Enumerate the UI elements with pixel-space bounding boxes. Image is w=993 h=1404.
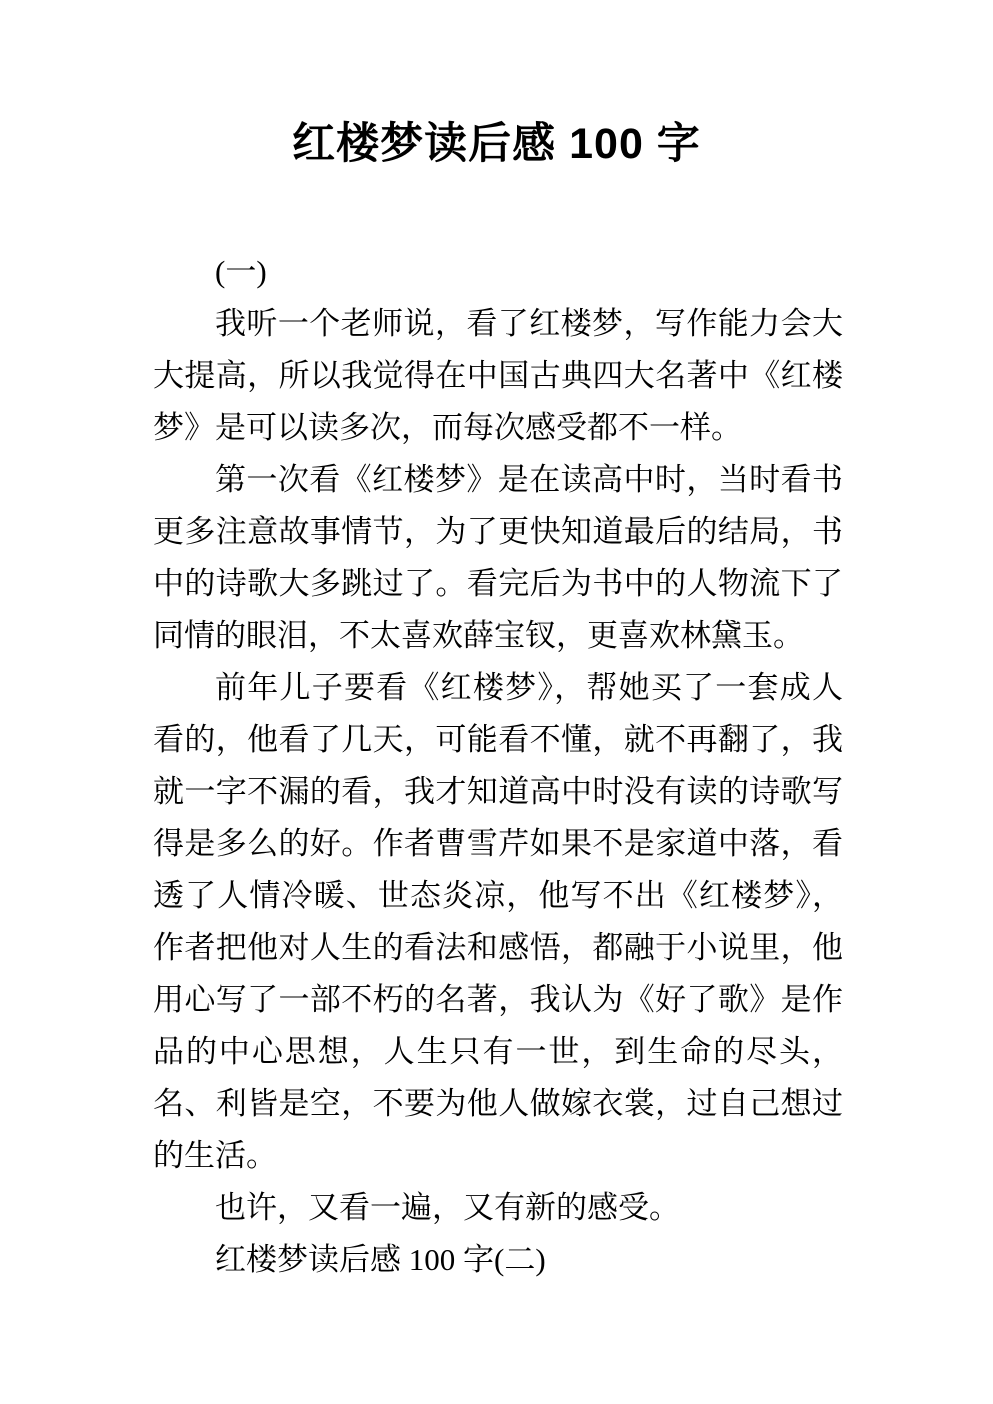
document-body bbox=[0, 246, 993, 1286]
section-marker: (一) bbox=[215, 254, 267, 289]
paragraph: 我听一个老师说，看了红楼梦，写作能力会大大提高，所以我觉得在中国古典四大名著中《红楼梦》是可以读多次，而每次感受都不一样。 bbox=[153, 306, 843, 445]
paragraph: 也许，又看一遍，又有新的感受。 bbox=[215, 1190, 680, 1225]
document-title: 红楼梦读后感 100 字 bbox=[292, 120, 701, 168]
next-section-heading: 红楼梦读后感 100 字(二) bbox=[215, 1242, 546, 1277]
paragraph: 前年儿子要看《红楼梦》，帮她买了一套成人看的，他看了几天，可能看不懂，就不再翻了，我就一字不漏的看，我才知道高中时没有读的诗歌写得是多么的好。作者曹雪芹如果不是家道中落，看透了人情冷暖、世态炎凉，他写不出《红楼梦》，作者把他对人生的看法和感悟，都融于小说里，他用心写了一部不朽的名著，我认为《好了歌》是作品的中心思想，人生只有一世，到生命的尽头，名、利皆是空，不要为他人做嫁衣裳，过自己想过的生活。 bbox=[153, 670, 843, 1173]
paragraph: 第一次看《红楼梦》是在读高中时，当时看书更多注意故事情节，为了更快知道最后的结局，书中的诗歌大多跳过了。看完后为书中的人物流下了同情的眼泪，不太喜欢薛宝钗，更喜欢林黛玉。 bbox=[153, 462, 843, 653]
